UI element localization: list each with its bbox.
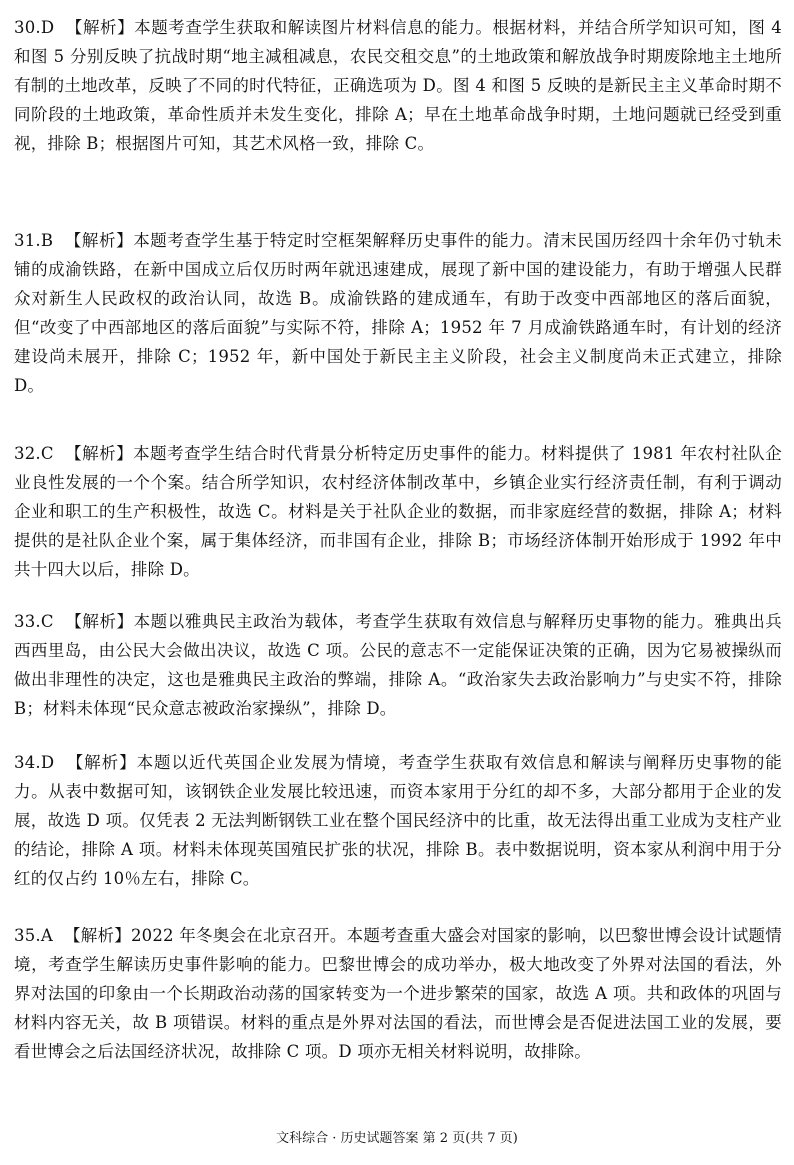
answer-item-30 bbox=[14, 13, 782, 158]
answer-item-35 bbox=[14, 921, 782, 1066]
answer-number: 32. bbox=[14, 444, 41, 463]
answer-option: C bbox=[40, 444, 54, 463]
analysis-tag: 【解析】 bbox=[66, 753, 137, 772]
answer-text: 本题考查学生获取和解读图片材料信息的能力。根据材料，并结合所学知识可知，图 4 和图 5 分别反映了抗战时期“地主减租减息，农民交租交息”的土地政策和解放战争时期废除地主土地所有制的土地改革，反映了不同的时代特征，正确选项为 D。图 4 和图 5 反映的是新民主主义革命时期不同阶段的土地政策，革命性质并未发生变化，排除 A；早在土地革命战争时期，土地问题就已经受到重视，排除 B；根据图片可知，其艺术风格一致，排除 C。 bbox=[14, 18, 783, 153]
answer-item-34 bbox=[14, 748, 782, 893]
answer-item-32 bbox=[14, 439, 782, 584]
answer-text: 本题考查学生结合时代背景分析特定历史事件的能力。材料提供了 1981 年农村社队企业良性发展的一个个案。结合所学知识，农村经济体制改革中，乡镇企业实行经济责任制，有利于调动企业和职工的生产积极性，故选 C。材料是关于社队企业的数据，而非家庭经营的数据，排除 A；材料提供的是社队企业个案，属于集体经济，而非国有企业，排除 B；市场经济体制开始形成于 1992 年中共十四大以后，排除 D。 bbox=[14, 444, 782, 579]
answer-number: 31. bbox=[14, 231, 41, 250]
answer-option: D bbox=[40, 18, 55, 37]
answer-number: 30. bbox=[14, 18, 41, 37]
answer-number: 34. bbox=[14, 753, 41, 772]
analysis-tag: 【解析】 bbox=[65, 612, 134, 631]
answer-option: C bbox=[40, 612, 54, 631]
answer-number: 35. bbox=[14, 926, 41, 945]
answer-option: D bbox=[40, 753, 55, 772]
answer-item-31 bbox=[14, 226, 782, 400]
answer-text: 本题以雅典民主政治为载体，考查学生获取有效信息与解释历史事物的能力。雅典出兵西西里岛，由公民大会做出决议，故选 C 项。公民的意志不一定能保证决策的正确，因为它易被操纵而做出非理性的决定，这也是雅典民主政治的弊端，排除 A。“政治家失去政治影响力”与史实不符，排除 B；材料未体现“民众意志被政治家操纵”，排除 D。 bbox=[14, 612, 782, 718]
answer-option: B bbox=[40, 231, 54, 250]
answer-text: 2022 年冬奥会在北京召开。本题考查重大盛会对国家的影响，以巴黎世博会设计试题情境，考查学生解读历史事件影响的能力。巴黎世博会的成功举办，极大地改变了外界对法国的看法，外界对法国的印象由一个长期政治动荡的国家转变为一个进步繁荣的国家，故选 A 项。共和政体的巩固与材料内容无关，故 B 项错误。材料的重点是外界对法国的看法，而世博会是否促进法国工业的发展，要看世博会之后法国经济状况，故排除 C 项。D 项亦无相关材料说明，故排除。 bbox=[14, 926, 782, 1061]
answer-number: 33. bbox=[14, 612, 41, 631]
analysis-tag: 【解析】 bbox=[64, 231, 134, 250]
answer-option: A bbox=[40, 926, 53, 945]
answer-text: 本题考查学生基于特定时空框架解释历史事件的能力。清末民国历经四十余年仍寸轨未铺的成渝铁路，在新中国成立后仅历时两年就迅速建成，展现了新中国的建设能力，有助于增强人民群众对新生人民政权的政治认同，故选 B。成渝铁路的建成通车，有助于改变中西部地区的落后面貌，但“改变了中西部地区的落后面貌”与实际不符，排除 A；1952 年 7 月成渝铁路通车时，有计划的经济建设尚未展开，排除 C；1952 年，新中国处于新民主主义阶段，社会主义制度尚未正式建立，排除 D。 bbox=[14, 231, 782, 395]
analysis-tag: 【解析】 bbox=[65, 444, 134, 463]
page-footer: 文科综合 · 历史试题答案 第 2 页(共 7 页) bbox=[276, 1131, 518, 1146]
answer-item-33 bbox=[14, 607, 782, 723]
answer-text: 本题以近代英国企业发展为情境，考查学生获取有效信息和解读与阐释历史事物的能力。从表中数据可知，该钢铁企业发展比较迅速，而资本家用于分红的却不多，大部分都用于企业的发展，故选 D 项。仅凭表 2 无法判断钢铁工业在整个国民经济中的比重，故无法得出重工业成为支柱产业的结论，排除 A 项。材料未体现英国殖民扩张的状况，排除 B。表中数据说明，资本家从利润中用于分红的仅占约 10％左右，排除 C。 bbox=[14, 753, 782, 888]
analysis-tag: 【解析】 bbox=[65, 18, 135, 37]
analysis-tag: 【解析】 bbox=[63, 926, 131, 945]
